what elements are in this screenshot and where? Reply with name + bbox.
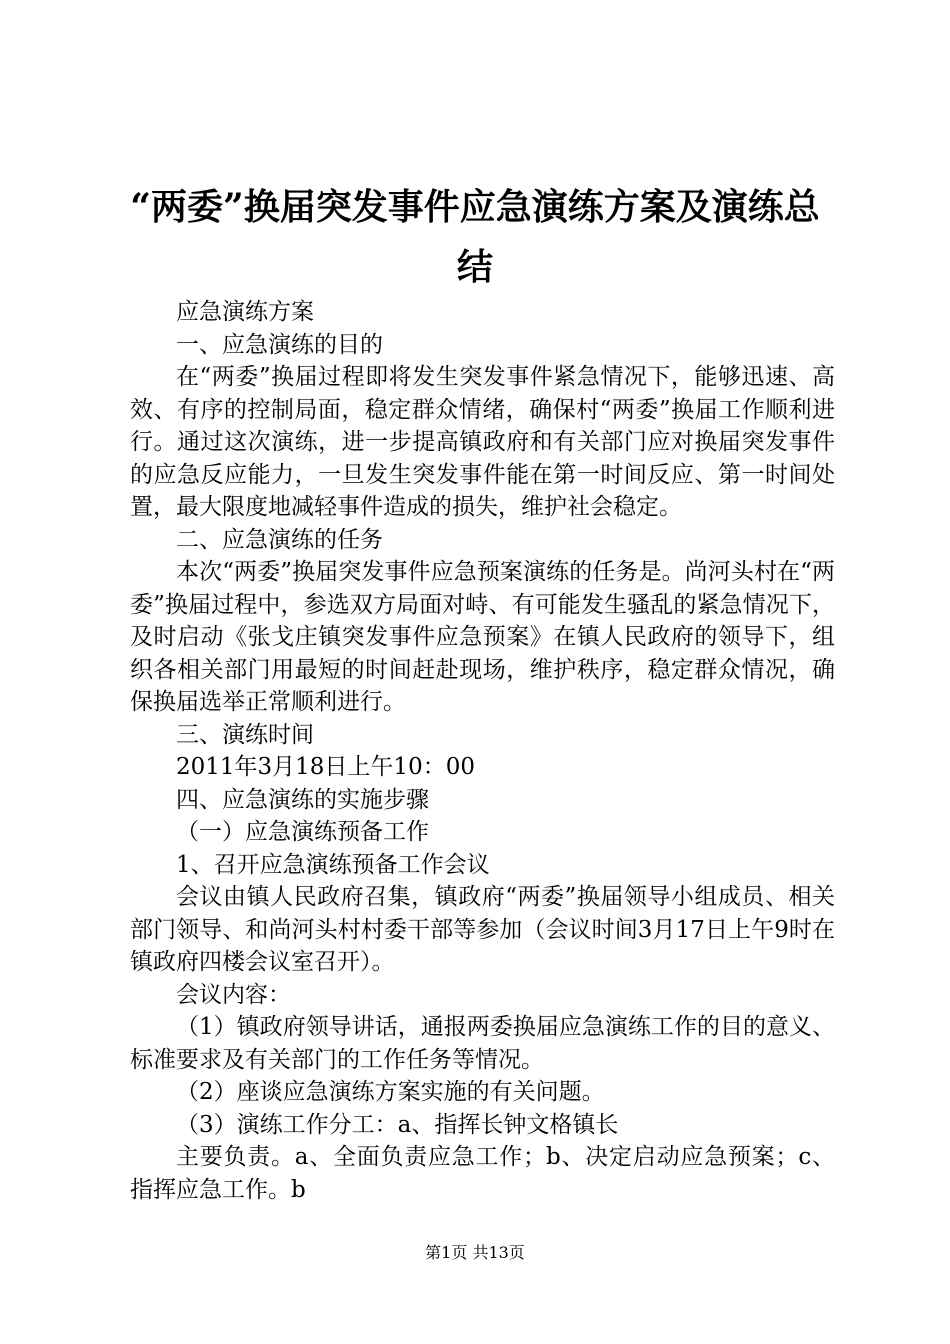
paragraph-meeting-text: 会议由镇人民政府召集，镇政府“两委”换届领导小组成员、相关部门领导、和尚河头村村委干部等参加（会议时间3月17日上午9时在镇政府四楼会议室召开）。 (130, 884, 835, 975)
paragraph-content-item-1: （1）镇政府领导讲话，通报两委换届应急演练工作的目的意义、标准要求及有关部门的工作任务等情况。 (130, 1014, 835, 1073)
document-title-line-2: 结 (456, 246, 493, 288)
paragraph-tasks-text: 本次“两委”换届突发事件应急预案演练的任务是。尚河头村在“两委”换届过程中，参选双方局面对峙、有可能发生骚乱的紧急情况下，及时启动《张戈庄镇突发事件应急预案》在镇人民政府的领导下，组织各相关部门用最短的时间赶赴现场，维护秩序，稳定群众情况，确保换届选举正常顺利进行。 (130, 559, 835, 715)
paragraph-heading-time: 三、演练时间 (176, 721, 314, 748)
page-number-footer: 第1页 共13页 (425, 1243, 525, 1262)
paragraph-content-item-3: （3）演练工作分工：a、指挥长钟文格镇长 (176, 1111, 619, 1138)
paragraph-heading-steps: 四、应急演练的实施步骤 (176, 786, 429, 813)
document-body (130, 296, 835, 1206)
paragraph-heading-tasks: 二、应急演练的任务 (176, 526, 383, 553)
paragraph-content-item-2: （2）座谈应急演练方案实施的有关问题。 (176, 1079, 605, 1105)
document-title-line-1: “两委”换届突发事件应急演练方案及演练总 (130, 186, 820, 228)
paragraph-meeting-content-label: 会议内容： (176, 981, 291, 1008)
paragraph-responsibilities: 主要负责。a、全面负责应急工作；b、决定启动应急预案；c、指挥应急工作。b (130, 1144, 835, 1203)
paragraph-heading-purpose: 一、应急演练的目的 (176, 331, 383, 358)
paragraph-purpose-text: 在“两委”换届过程即将发生突发事件紧急情况下，能够迅速、高效、有序的控制局面，稳定群众情绪，确保村“两委”换届工作顺利进行。通过这次演练，进一步提高镇政府和有关部门应对换届突发事件的应急反应能力，一旦发生突发事件能在第一时间反应、第一时间处置，最大限度地减轻事件造成的损失，维护社会稳定。 (130, 364, 835, 520)
paragraph-section-heading: 应急演练方案 (176, 299, 314, 325)
paragraph-time-text: 2011年3月18日上午10：00 (176, 754, 475, 780)
paragraph-item-meeting: 1、召开应急演练预备工作会议 (176, 851, 490, 878)
paragraph-subheading-prep: （一）应急演练预备工作 (176, 819, 429, 845)
